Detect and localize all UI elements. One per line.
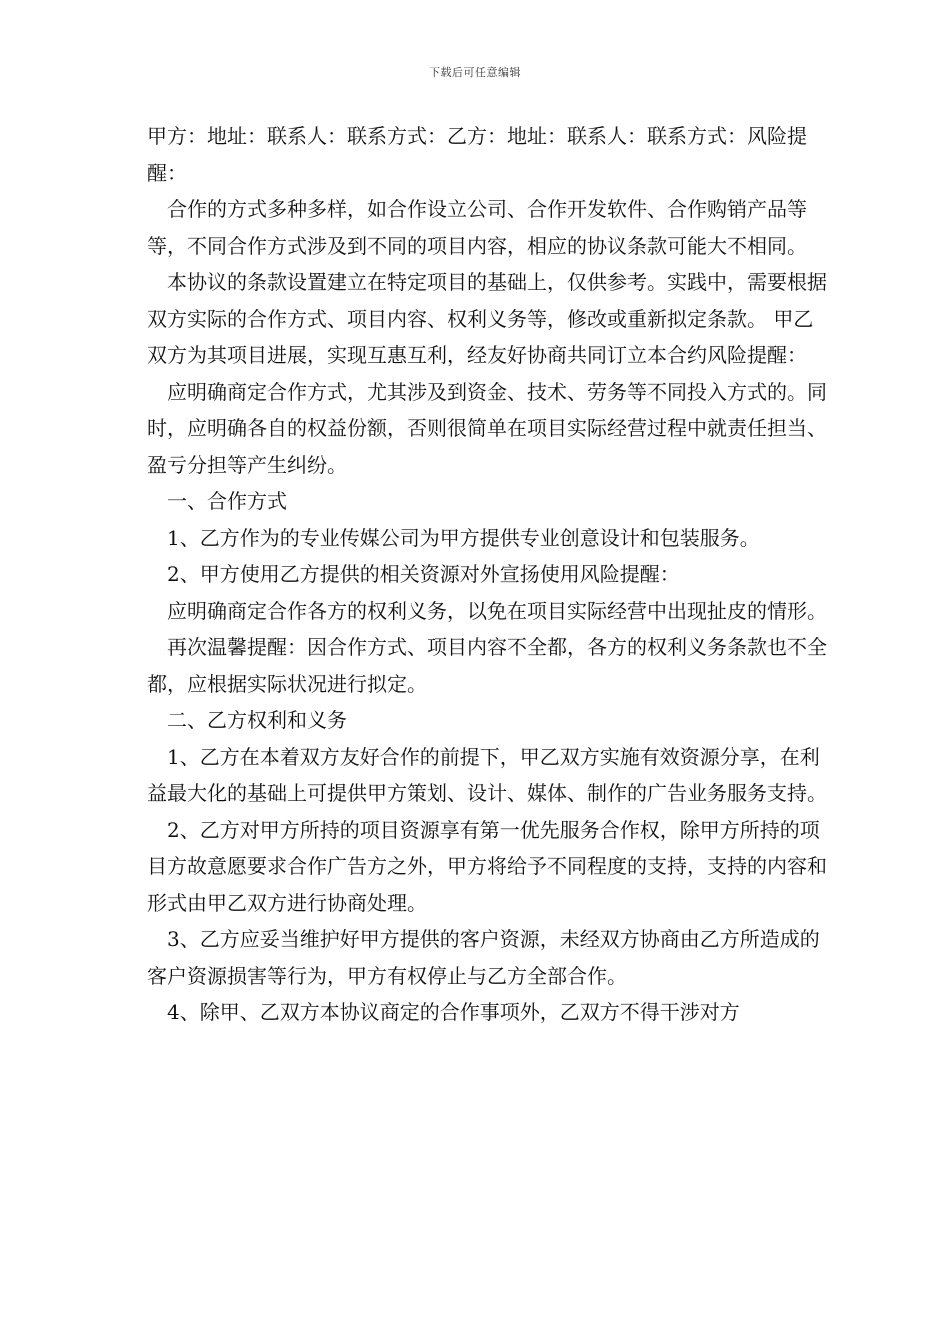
document-body	[147, 118, 827, 1031]
paragraph-cooperation-modes: 合作的方式多种多样，如合作设立公司、合作开发软件、合作购销产品等等，不同合作方式涉及到不同的项目内容，相应的协议条款可能大不相同。	[147, 197, 807, 258]
section-heading-cooperation: 一、合作方式	[167, 489, 287, 513]
paragraph-risk-reminder-2: 应明确商定合作各方的权利义务，以免在项目实际经营中出现扯皮的情形。	[167, 598, 827, 623]
clause-2-4: 4、除甲、乙双方本协议商定的合作事项外，乙双方不得干涉对方	[167, 1000, 740, 1024]
page-header-note: 下载后可任意编辑	[429, 66, 521, 79]
paragraph-risk-reminder-1: 应明确商定合作方式，尤其涉及到资金、技术、劳务等不同投入方式的。同时，应明确各自的权益份额，否则很简单在项目实际经营过程中就责任担当、盈亏分担等产生纠纷。	[147, 379, 827, 477]
clause-2-1: 1、乙方在本着双方友好合作的前提下，甲乙双方实施有效资源分享，在利益最大化的基础上可提供甲方策划、设计、媒体、制作的广告业务服务支持。	[147, 744, 827, 805]
section-heading-party-b: 二、乙方权利和义务	[167, 708, 347, 732]
clause-1-2: 2、甲方使用乙方提供的相关资源对外宣扬使用风险提醒：	[167, 562, 680, 586]
clause-1-1: 1、乙方作为的专业传媒公司为甲方提供专业创意设计和包装服务。	[167, 525, 760, 550]
clause-2-2: 2、乙方对甲方所持的项目资源享有第一优先服务合作权，除甲方所持的项目方故意愿要求合作广告方之外，甲方将给予不同程度的支持，支持的内容和形式由甲乙双方进行协商处理。	[147, 817, 827, 915]
clause-2-3: 3、乙方应妥当维护好甲方提供的客户资源，未经双方协商由乙方所造成的客户资源损害等行为，甲方有权停止与乙方全部合作。	[147, 927, 820, 988]
paragraph-agreement-basis: 本协议的条款设置建立在特定项目的基础上，仅供参考。实践中，需要根据双方实际的合作方式、项目内容、权利义务等，修改或重新拟定条款。 甲乙双方为其项目进展，实现互惠互利，经友好协商共同订立本合约风险提醒：	[147, 270, 827, 367]
paragraph-warm-reminder: 再次温馨提醒：因合作方式、项目内容不全都，各方的权利义务条款也不全都，应根据实际状况进行拟定。	[147, 635, 827, 696]
parties-line: 甲方：地址：联系人：联系方式：乙方：地址：联系人：联系方式：风险提醒：	[147, 124, 807, 185]
